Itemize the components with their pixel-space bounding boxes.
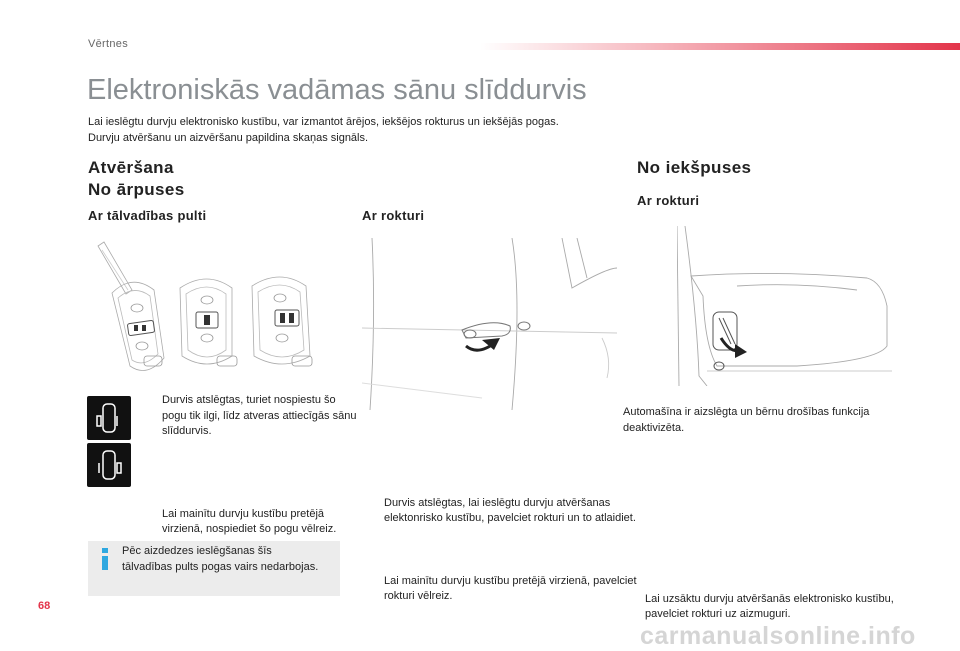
inside-handle-illustration xyxy=(677,226,892,386)
heading-handle-inside: Ar rokturi xyxy=(637,193,700,208)
inside-note: Automašīna ir aizslēgta un bērnu drošības funkcija deaktivizēta. xyxy=(623,406,870,434)
heading-outside: No ārpuses xyxy=(88,180,185,199)
page-number: 68 xyxy=(38,600,51,612)
info-note-text: Pēc aizdedzes ieslēgšanas šīs tālvadības pults pogas vairs nedarbojas. xyxy=(122,545,319,573)
inside-bullet-1: Lai uzsāktu durvju atvēršanās elektronisko kustību, pavelciet rokturi uz aizmuguri. xyxy=(645,592,894,620)
remote-keys-illustration xyxy=(92,238,342,388)
remote-door-button-icon-2 xyxy=(87,443,131,487)
remote-bullet-1: Durvis atslēgtas, turiet nospiestu šo pogu tik ilgi, līdz atveras attiecīgās sānu slīddurvis. xyxy=(162,394,357,437)
heading-inside: No iekšpuses xyxy=(637,158,752,177)
watermark: carmanualsonline.info xyxy=(640,622,916,650)
intro-line-2: Durvju atvēršanu un aizvēršanu papildina skaņas signāls. xyxy=(88,132,369,144)
intro-text xyxy=(88,114,628,146)
section-label: Vērtnes xyxy=(88,38,129,50)
page-title: Elektroniskās vadāmas sānu slīddurvis xyxy=(87,74,587,106)
remote-bullet-2: Lai mainītu durvju kustību pretējā virzienā, nospiediet šo pogu vēlreiz. xyxy=(162,507,337,535)
heading-handle-outside: Ar rokturi xyxy=(362,208,425,223)
info-icon xyxy=(98,547,112,571)
handle-bullet-1: Durvis atslēgtas, lai ieslēgtu durvju atvēršanas elektonrisko kustību, pavelciet rokturi un to atlaidiet. xyxy=(384,496,636,524)
remote-door-button-icon xyxy=(87,396,131,440)
header-accent-bar xyxy=(480,43,960,50)
heading-opening: Atvēršana xyxy=(88,158,174,177)
intro-line-1: Lai ieslēgtu durvju elektronisko kustību, var izmantot ārējos, iekšējos rokturus un iekšējās pogas. xyxy=(88,116,559,128)
outside-handle-illustration xyxy=(362,238,617,410)
info-note xyxy=(88,541,340,596)
heading-remote: Ar tālvadības pulti xyxy=(88,208,207,223)
handle-bullet-2: Lai mainītu durvju kustību pretējā virzienā, pavelciet rokturi vēlreiz. xyxy=(384,574,637,602)
